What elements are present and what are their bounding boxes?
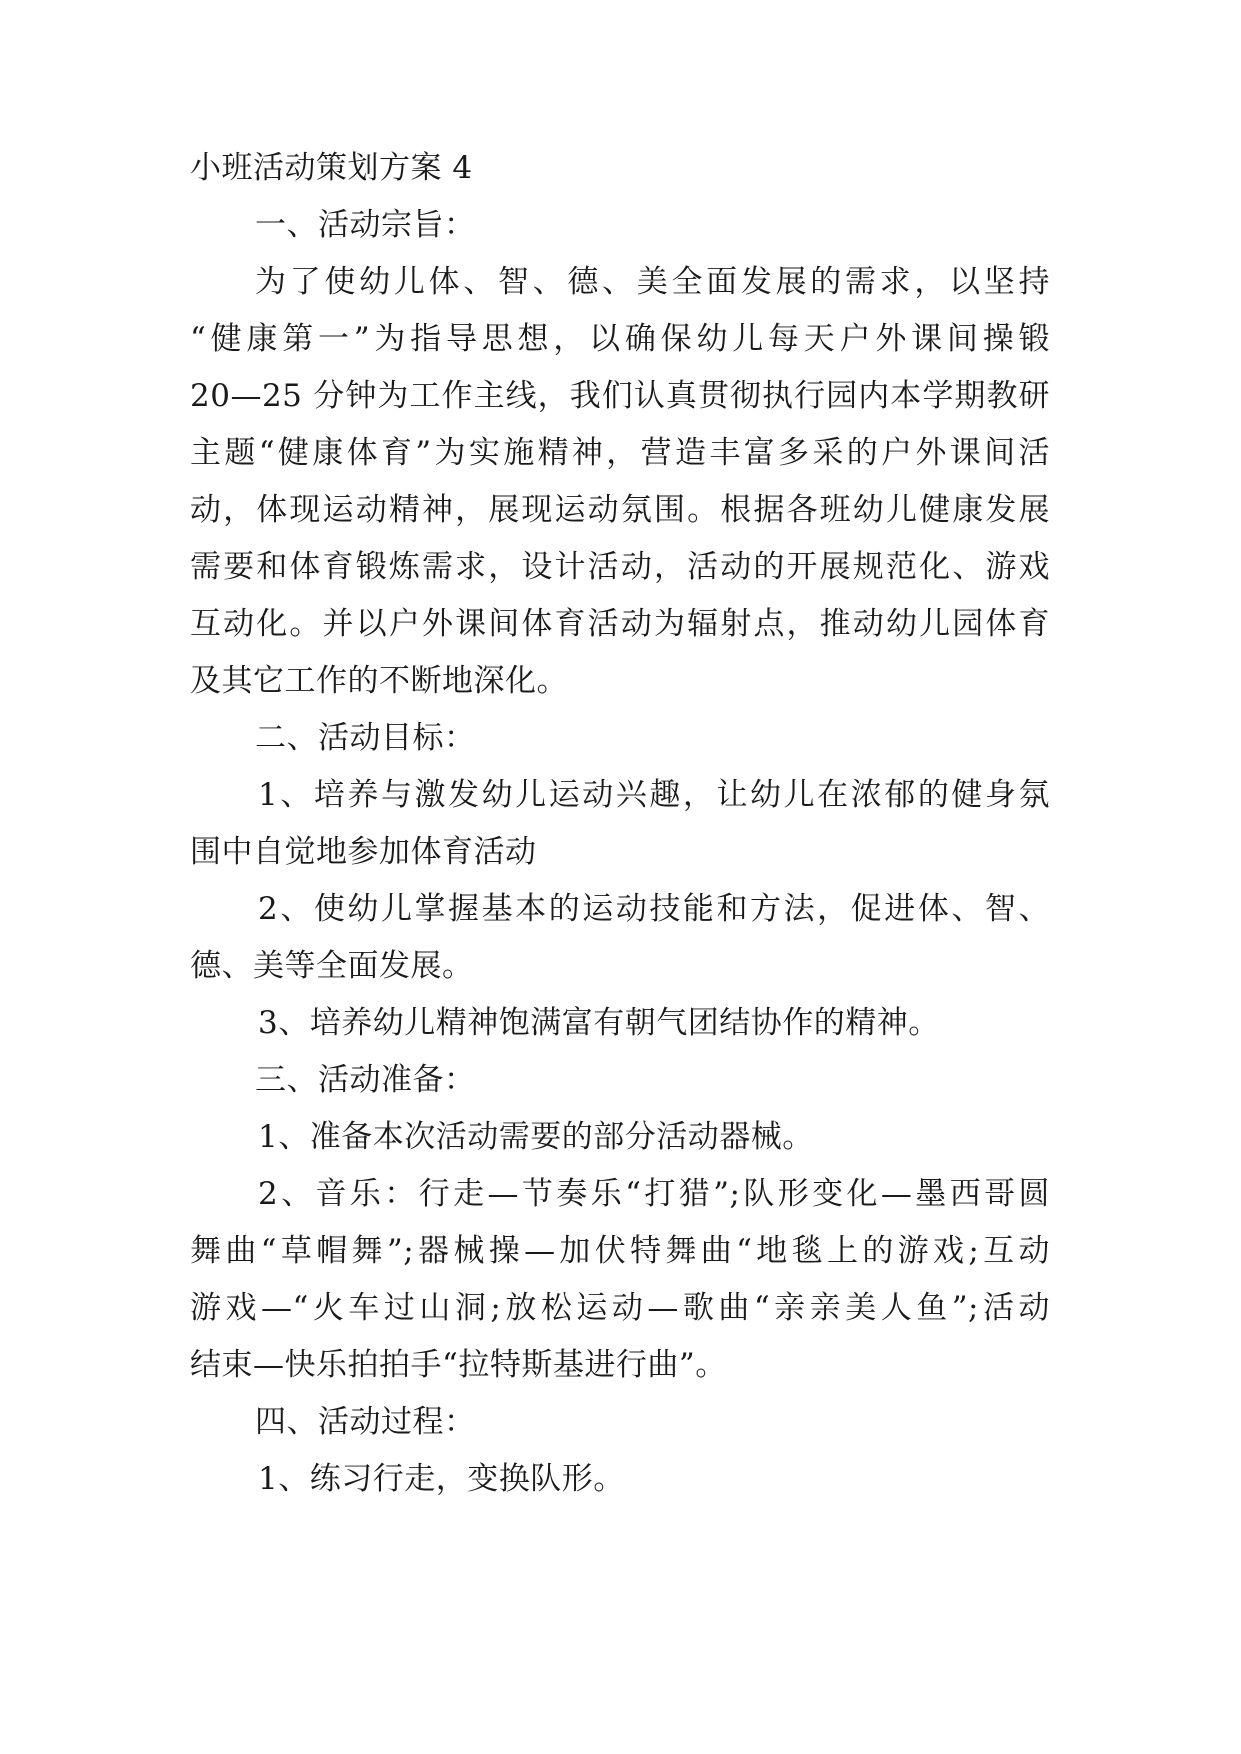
- list-item-line: 结束—快乐拍拍手“拉特斯基进行曲”。: [190, 1347, 727, 1383]
- section-heading-preparation: 三、活动准备：: [255, 1062, 476, 1098]
- list-item-line: 3、培养幼儿精神饱满富有朝气团结协作的精神。: [258, 1005, 940, 1041]
- paragraph-line: 及其它工作的不断地深化。: [190, 663, 568, 699]
- list-item-line: 1、准备本次活动需要的部分活动器械。: [258, 1119, 814, 1155]
- list-item-line: 2、使幼儿掌握基本的运动技能和方法，促进体、智、: [258, 891, 1050, 927]
- paragraph-line: 主题“健康体育”为实施精神，营造丰富多采的户外课间活: [190, 435, 1050, 471]
- list-item-line: 德、美等全面发展。: [190, 948, 474, 984]
- paragraph-line: 20—25 分钟为工作主线，我们认真贯彻执行园内本学期教研: [190, 378, 1050, 414]
- paragraph-line: 互动化。并以户外课间体育活动为辐射点，推动幼儿园体育: [190, 606, 1050, 642]
- section-heading-process: 四、活动过程：: [255, 1404, 476, 1440]
- paragraph-line: 为了使幼儿体、智、德、美全面发展的需求，以坚持: [255, 264, 1050, 300]
- paragraph-line: “健康第一”为指导思想，以确保幼儿每天户外课间操锻: [190, 321, 1050, 357]
- list-item-line: 1、培养与激发幼儿运动兴趣，让幼儿在浓郁的健身氛: [258, 777, 1050, 813]
- list-item-line: 游戏—“火车过山洞;放松运动—歌曲“亲亲美人鱼”;活动: [190, 1290, 1050, 1326]
- paragraph-line: 动，体现运动精神，展现运动氛围。根据各班幼儿健康发展: [190, 492, 1050, 528]
- section-heading-goals: 二、活动目标：: [255, 720, 476, 756]
- section-heading-purpose: 一、活动宗旨：: [255, 207, 476, 243]
- list-item-line: 1、练习行走，变换队形。: [258, 1461, 625, 1497]
- list-item-line: 2、音乐：行走—节奏乐“打猎”;队形变化—墨西哥圆: [258, 1176, 1050, 1212]
- document-title: 小班活动策划方案 4: [190, 150, 473, 186]
- paragraph-line: 需要和体育锻炼需求，设计活动，活动的开展规范化、游戏: [190, 549, 1050, 585]
- list-item-line: 围中自觉地参加体育活动: [190, 834, 537, 870]
- list-item-line: 舞曲“草帽舞”;器械操—加伏特舞曲“地毯上的游戏;互动: [190, 1233, 1050, 1269]
